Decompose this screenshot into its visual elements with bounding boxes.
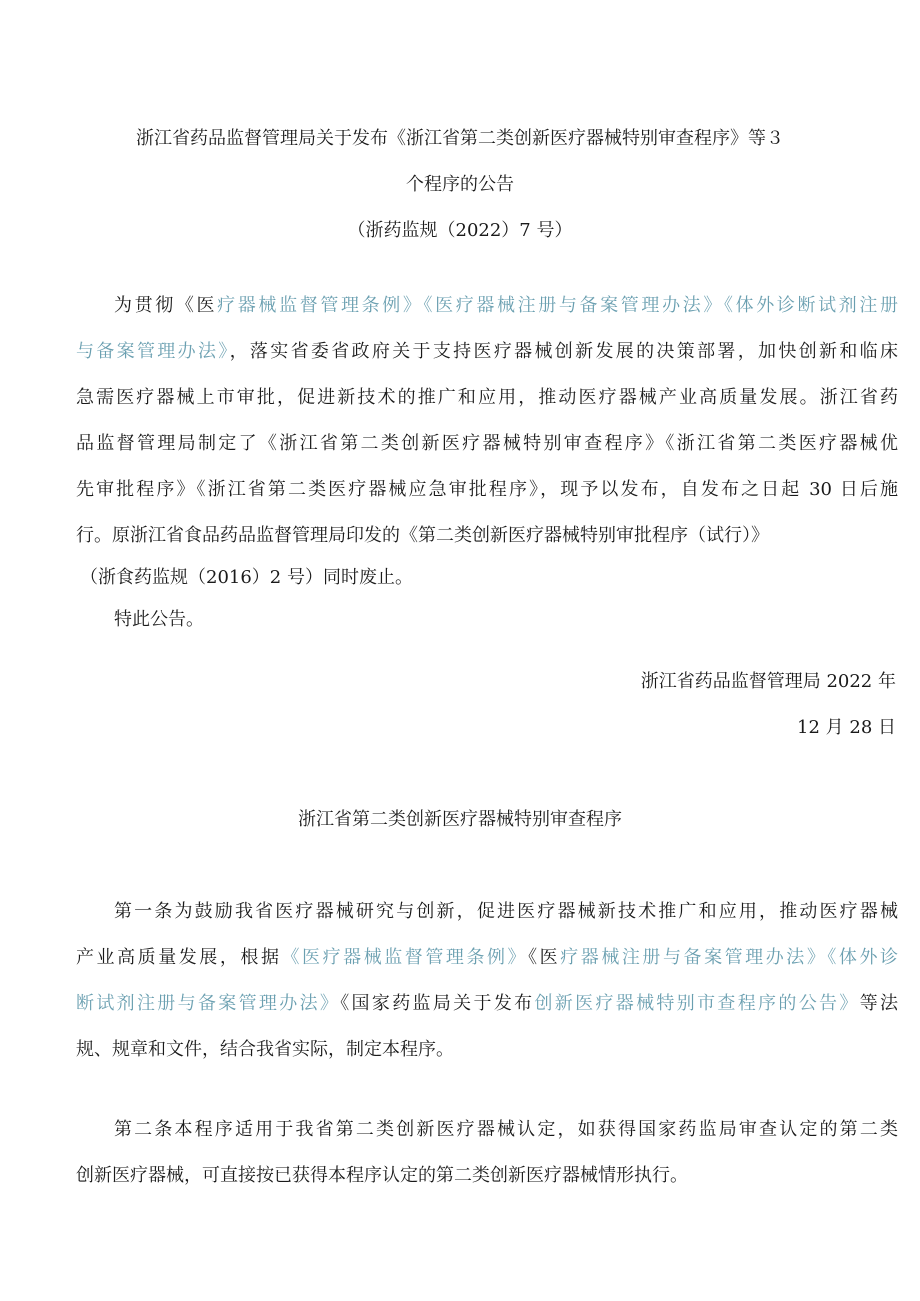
intro-line-5: 先审批程序》《浙江省第二类医疗器械应急审批程序》，现予以发布，自发布之日起 30 日后施 <box>76 479 898 500</box>
article1-line-1: 第一条为鼓励我省医疗器械研究与创新，促进医疗器械新技术推广和应用，推动医疗器械 <box>114 901 898 922</box>
article2-line-2: 创新医疗器械，可直接按已获得本程序认定的第二类创新医疗器械情形执行。 <box>76 1165 688 1186</box>
intro-text: ，落实省委省政府关于支持医疗器械创新发展的决策部署，加快创新和临床 <box>229 341 899 362</box>
document-number: （浙药监规（2022）7 号） <box>347 220 573 241</box>
announcement-link[interactable]: 创新医疗器械特别市查程序的公告》 <box>534 993 860 1014</box>
document-title-line1: 浙江省药品监督管理局关于发布《浙江省第二类创新医疗器械特别审查程序》等３ <box>136 128 784 149</box>
article2-line-1: 第二条本程序适用于我省第二类创新医疗器械认定，如获得国家药监局审查认定的第二类 <box>114 1119 898 1140</box>
section-title: 浙江省第二类创新医疗器械特别审查程序 <box>298 809 622 830</box>
intro-line-7: （浙食药监规（2016）2 号）同时废止。 <box>80 567 413 588</box>
intro-line-1 <box>114 294 898 318</box>
regulation-link[interactable]: 疗器械注册与备案管理办法》《体外诊 <box>560 947 899 968</box>
issuer: 浙江省药品监督管理局 2022 年 <box>640 671 896 692</box>
article-text: 产业高质量发展，根据 <box>76 947 282 968</box>
article-text: 《医 <box>528 947 561 968</box>
issue-date: 12 月 28 日 <box>797 717 896 738</box>
intro-line-2 <box>76 340 898 364</box>
document-title-line2: 个程序的公告 <box>406 174 514 195</box>
regulation-link[interactable]: 与备案管理办法》 <box>76 341 230 362</box>
intro-line-6: 行。原浙江省食品药品监督管理局印发的《第二类创新医疗器械特别审批程序（试行）》 <box>76 525 769 546</box>
article1-line-2 <box>76 946 898 970</box>
closing-text: 特此公告。 <box>114 609 204 630</box>
regulation-link[interactable]: 疗器械监督管理条例》《医疗器械注册与备案管理办法》《体外诊断试剂注册 <box>217 295 899 316</box>
intro-line-4: 品监督管理局制定了《浙江省第二类创新医疗器械特别审查程序》《浙江省第二类医疗器械优 <box>76 433 898 454</box>
regulation-link[interactable]: 《医疗器械监督管理条例》 <box>281 947 529 968</box>
intro-text: 为贯彻《医 <box>114 295 218 316</box>
article1-line-4: 规、规章和文件，结合我省实际，制定本程序。 <box>76 1039 454 1060</box>
intro-line-3: 急需医疗器械上市审批，促进新技术的推广和应用，推动医疗器械产业高质量发展。浙江省药 <box>76 387 898 408</box>
article1-line-3 <box>76 992 898 1016</box>
article-text: 《国家药监局关于发布 <box>340 993 535 1014</box>
regulation-link[interactable]: 断试剂注册与备案管理办法》 <box>76 993 341 1014</box>
article-text: 等法 <box>859 993 899 1014</box>
